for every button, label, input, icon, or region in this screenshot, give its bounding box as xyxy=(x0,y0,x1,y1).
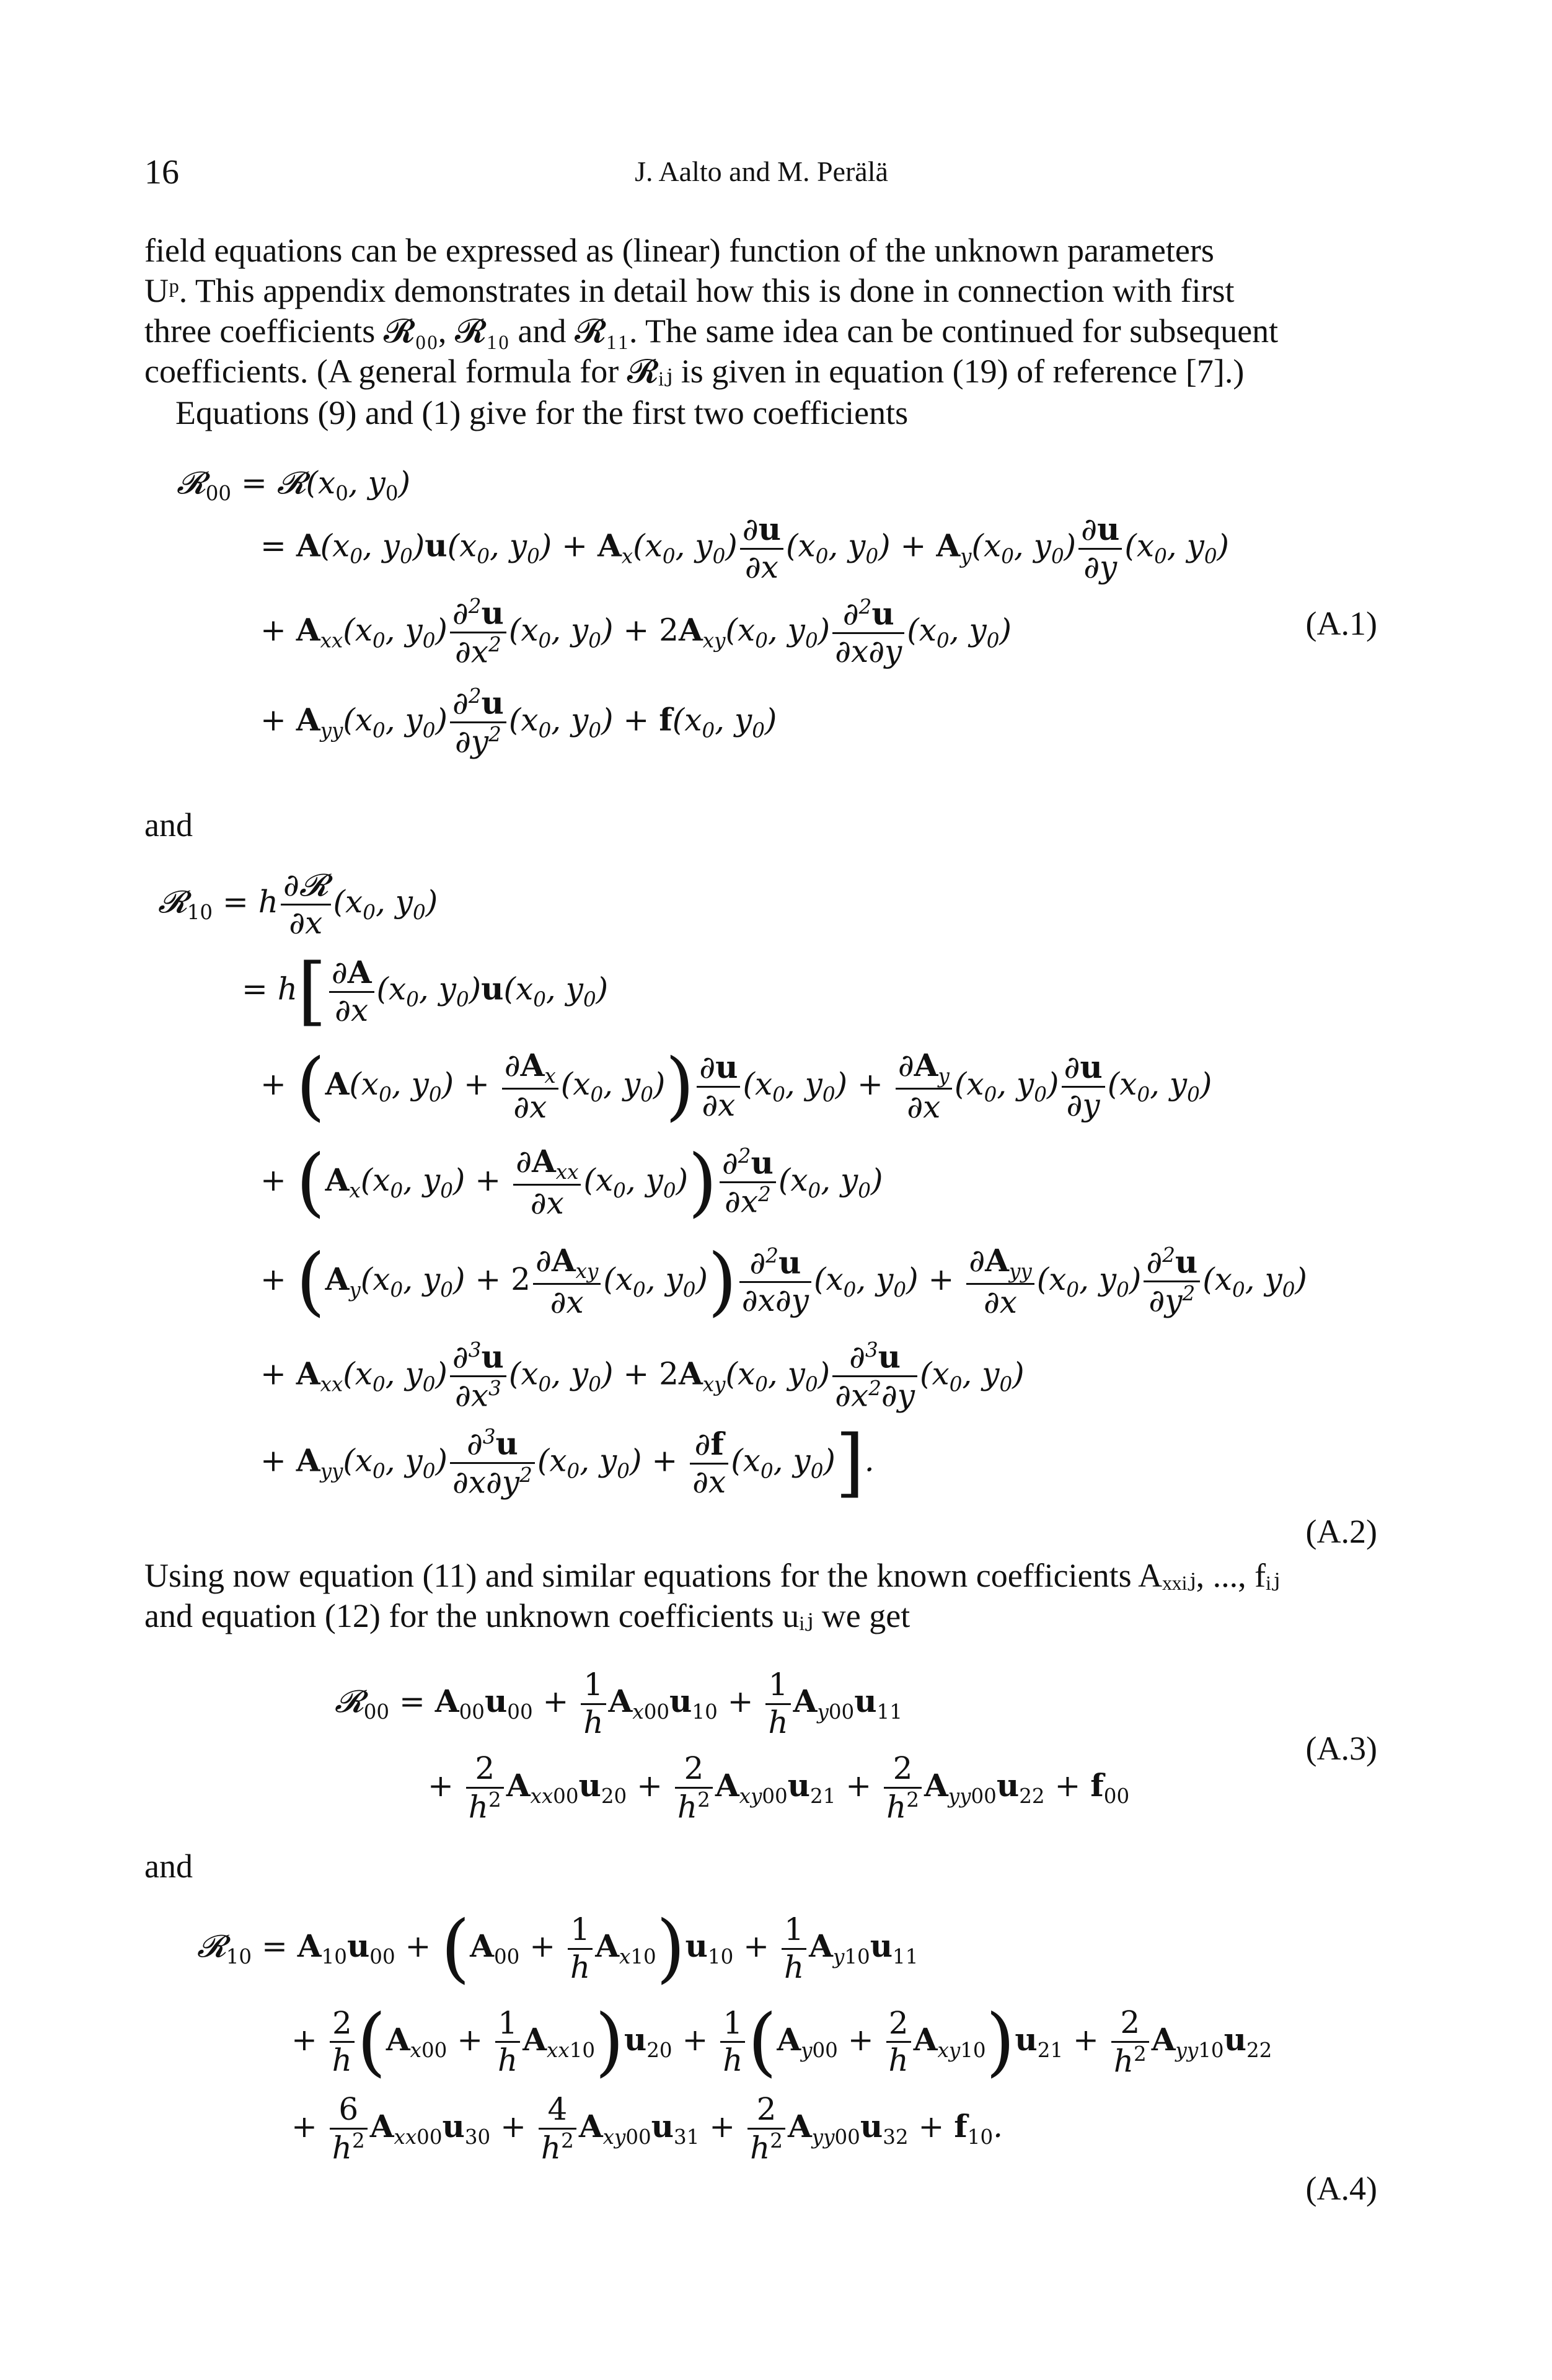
equation-number-a2: (A.2) xyxy=(1305,1513,1377,1550)
running-title: J. Aalto and M. Perälä xyxy=(635,156,888,187)
equation-a2-line-1: 𝓡$_{10}$ = h $\frac{\text{∂𝓡}}{\partial x}$ ($x_0$, $y_0$) xyxy=(158,867,438,941)
page-number: 16 xyxy=(144,153,179,192)
equation-a2-line-7: + $A_{yy}(x_0$, $y_0$) $\frac{\partial^3u}{\partial x\partial y^2}$ ($x_0$, $y_0$) + $\frac{\partial f}{\partial x}$ ($x_0$, $y_0$)]. xyxy=(260,1419,875,1506)
equations-intro xyxy=(144,393,1409,433)
equation-a4-line-3: + $\frac{6}{h^2}$ $A_{xx00}u_{30}$ + $\frac{4}{h^2}$ $A_{xy00}u_{31}$ + $\frac{2}{h^2}$ $A_{yy00}u_{32} + f_{10}$. xyxy=(291,2091,1003,2166)
equation-number-a4: (A.4) xyxy=(1305,2170,1377,2207)
text-line: Equations (9) and (1) give for the first two coefficients xyxy=(175,394,909,431)
equation-a1-line-4: + $A_{yy}(x_0$, $y_0$) $\frac{\partial^2u}{\partial y^2}$ ($x_0$, $y_0) + f(x_0$, $y_0$) xyxy=(260,684,777,760)
equation-a2-line-6: + $A_{xx}(x_0$, $y_0$) $\frac{\partial^3u}{\partial x^3}$ ($x_0$, $y_0) + 2A_{xy}(x_0$, $y_0$) $\frac{\partial^3u}{\partial x^2\partial y}$ ($x_0$, $y_0$) xyxy=(260,1338,1025,1414)
connector-and-1: and xyxy=(144,806,193,844)
connector-and-2: and xyxy=(144,1848,193,1885)
equation-a1-line-3: + $A_{xx}(x_0$, $y_0$) $\frac{\partial^2u}{\partial x^2}$ ($x_0$, $y_0) + 2A_{xy}(x_0$, $y_0$) $\frac{\partial^2u}{\partial x\partial y}$ ($x_0$, $y_0$) xyxy=(260,594,1012,670)
text-line: three coefficients 𝓡₀₀, 𝓡₁₀ and 𝓡₁₁. The same idea can be continued for subsequent xyxy=(144,312,1279,350)
text-line: and equation (12) for the unknown coefficients uᵢⱼ we get xyxy=(144,1597,910,1634)
equation-a4-line-1: 𝓡$_{10}$ = $A_{10}u_{00} + (A_{00}$ + $\frac{1}{h}$ $A_{x10})u_{10}$ + $\frac{1}{h}$ $A_{y10}u_{11}$ xyxy=(197,1905,919,1991)
equation-a2-line-3: + ($A(x_0$, $y_0$) + $\frac{\partial A_x}{\partial x}$ ($x_0$, $y_0$)) $\frac{\partial u}{\partial x}$ ($x_0$, $y_0$) + $\frac{\partial A_y}{\partial x}$ ($x_0$, $y_0$) $\frac{\partial u}{\partial y}$ ($x_0$, $y_0$) xyxy=(260,1042,1212,1129)
coefficients-paragraph xyxy=(144,1556,1378,1636)
equation-a4-line-2: + $\frac{2}{h}$ ($A_{x00}$ + $\frac{1}{h}$ $A_{xx10})u_{20}$ + $\frac{1}{h}$ ($A_{y00}$ + $\frac{2}{h}$ $A_{xy10})u_{21}$ + $\frac{2}{h^2}$ $A_{yy10}u_{22}$ xyxy=(291,1998,1272,2085)
intro-paragraph xyxy=(144,231,1378,392)
text-line: coefficients. (A general formula for 𝓡ᵢⱼ is given in equation (19) of reference [7].) xyxy=(144,353,1245,390)
equation-a3-line-1: 𝓡$_{00}$ = $A_{00}u_{00}$ + $\frac{1}{h}$ $A_{x00}u_{10}$ + $\frac{1}{h}$ $A_{y00}u_{11}$ xyxy=(335,1667,902,1740)
equation-a1-line-1: 𝓡$_{00}$ = $𝓡(x_0$, $y_0$) xyxy=(177,465,411,505)
equation-a2-line-4: + ($A_x(x_0$, $y_0$) + $\frac{\partial A_{xx}}{\partial x}$ ($x_0$, $y_0$)) $\frac{\partial^2u}{\partial x^2}$ ($x_0$, $y_0$) xyxy=(260,1139,883,1225)
equation-a2-line-5: + ($A_y(x_0$, $y_0) + 2$ $\frac{\partial A_{xy}}{\partial x}$ ($x_0$, $y_0$)) $\frac{\partial^2u}{\partial x\partial y}$ ($x_0$, $y_0$) + $\frac{\partial A_{yy}}{\partial x}$ ($x_0$, $y_0$) $\frac{\partial^2u}{\partial y^2}$ ($x_0$, $y_0$) xyxy=(260,1238,1307,1324)
equation-number-a3: (A.3) xyxy=(1305,1730,1377,1767)
equation-a1-line-2: = $A(x_0$, $y_0)u(x_0$, $y_0) + A_x(x_0$, $y_0$) $\frac{\partial u}{\partial x}$ ($x_0$, $y_0) + A_y(x_0$, $y_0$) $\frac{\partial u}{\partial y}$ ($x_0$, $y_0$) xyxy=(260,511,1230,585)
text-line: field equations can be expressed as (linear) function of the unknown parameters xyxy=(144,232,1214,269)
text-line: Uᵖ. This appendix demonstrates in detail how this is done in connection with first xyxy=(144,272,1235,309)
equation-a2-line-2: = h[ $\frac{\partial A}{\partial x}$ ($x_0$, $y_0)u(x_0$, $y_0$) xyxy=(242,948,609,1034)
page-header xyxy=(144,152,1378,196)
equation-number-a1: (A.1) xyxy=(1305,605,1377,642)
equation-a3-line-2: + $\frac{2}{h^2}$ $A_{xx00}u_{20}$ + $\frac{2}{h^2}$ $A_{xy00}u_{21}$ + $\frac{2}{h^2}$ $A_{yy00}u_{22} + f_{00}$ xyxy=(428,1750,1130,1825)
text-line: Using now equation (11) and similar equations for the known coefficients Aₓₓᵢⱼ, ..., fᵢⱼ xyxy=(144,1557,1281,1594)
